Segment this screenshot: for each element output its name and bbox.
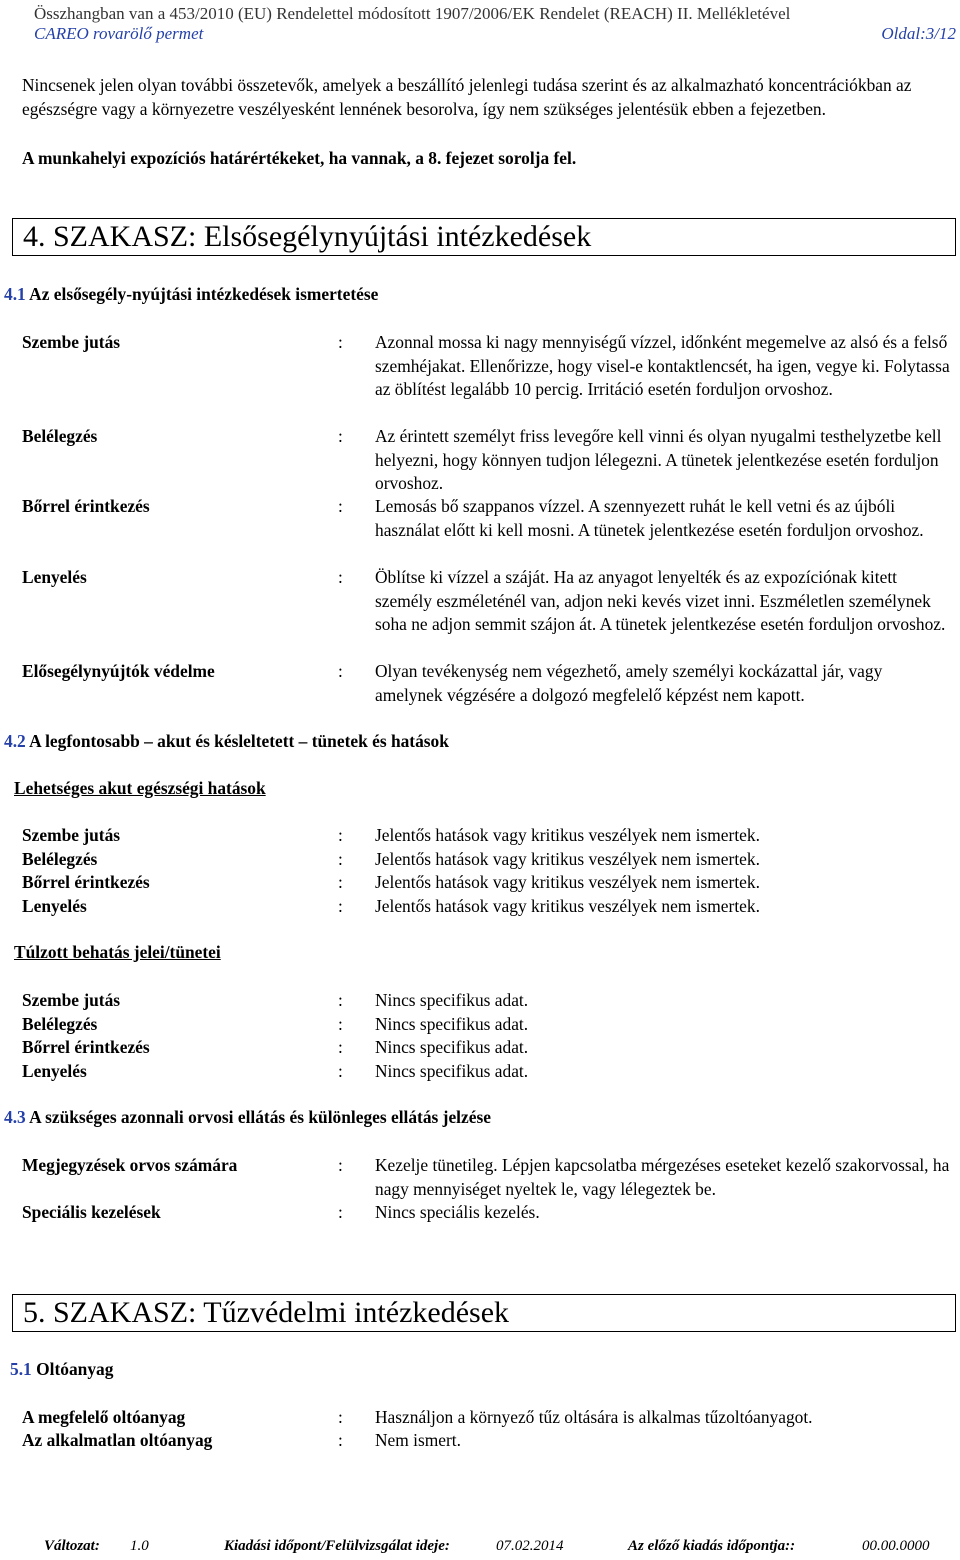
row-label: Szembe jutás xyxy=(22,825,121,845)
row-label: Speciális kezelések xyxy=(22,1202,161,1222)
colon: : xyxy=(338,1202,343,1222)
row-value: Öblítse ki vízzel a száját. Ha az anyagot lenyelték és az expozíciónak kitett személy eszméleténél van, adjon neki kevés vizet inni. Eszméletlen személynek soha ne adjon semmit szájon át. A tünetek jelentkezése esetén forduljon orvoshoz. xyxy=(375,567,946,634)
subsection-title: Az elsősegély-nyújtási intézkedések ismertetése xyxy=(29,284,379,304)
subsection-title: Oltóanyag xyxy=(36,1359,114,1379)
footer-issue-date: 07.02.2014 xyxy=(496,1538,564,1554)
row-label: A megfelelő oltóanyag xyxy=(22,1407,186,1427)
subsection-number: 4.3 xyxy=(4,1107,26,1127)
row-value: Jelentős hatások vagy kritikus veszélyek nem ismertek. xyxy=(375,896,760,916)
row-value: Nincs specifikus adat. xyxy=(375,1037,529,1057)
overexposure-title: Túlzott behatás jelei/tünetei xyxy=(14,942,221,962)
colon: : xyxy=(338,1014,343,1034)
subsection-4-2 xyxy=(4,731,449,752)
colon: : xyxy=(338,567,343,587)
intro-paragraph: Nincsenek jelen olyan további összetevők, amelyek a beszállító jelenlegi tudása szerint és az alkalmazható koncentrációkban az egészségre vagy a környezetre veszélyesként lennének besorolva, így nem szükséges jelentésük ebben a fejezetben. xyxy=(22,75,912,119)
subsection-number: 5.1 xyxy=(10,1359,32,1379)
row-label: Belélegzés xyxy=(22,426,98,446)
row-value: Nincs specifikus adat. xyxy=(375,1061,529,1081)
section-5-heading xyxy=(12,1294,956,1332)
row-label: Szembe jutás xyxy=(22,990,121,1010)
subsection-4-1 xyxy=(4,284,378,305)
subsection-5-1 xyxy=(10,1359,113,1380)
row-label: Elősegélynyújtók védelme xyxy=(22,661,215,681)
subsection-4-3 xyxy=(4,1107,491,1128)
row-value: Nincs specifikus adat. xyxy=(375,990,529,1010)
row-value: Azonnal mossa ki nagy mennyiségű vízzel, időnként megemelve az alsó és a felső szemhéjakat. Ellenőrizze, hogy visel-e kontaktlencsét, ha igen, vegye ki. Folytassa az öblítést legalább 10 percig. Irritáció esetén forduljon orvoshoz. xyxy=(375,332,950,399)
footer-issue-label: Kiadási időpont/Felülvizsgálat ideje: xyxy=(224,1538,450,1554)
footer-version: 1.0 xyxy=(130,1538,149,1554)
colon: : xyxy=(338,1037,343,1057)
colon: : xyxy=(338,1061,343,1081)
colon: : xyxy=(338,1407,343,1427)
row-label: Lenyelés xyxy=(22,896,87,916)
row-label: Lenyelés xyxy=(22,567,87,587)
row-label: Belélegzés xyxy=(22,1014,98,1034)
colon: : xyxy=(338,1155,343,1175)
row-value: Lemosás bő szappanos vízzel. A szennyezett ruhát le kell vetni és az újbóli használat előtt ki kell mosni. A tünetek jelentkezése esetén forduljon orvoshoz. xyxy=(375,496,924,540)
section-5-title: 5. SZAKASZ: Tűzvédelmi intézkedések xyxy=(23,1296,510,1329)
section-4-title: 4. SZAKASZ: Elsősegélynyújtási intézkedések xyxy=(23,220,592,253)
row-label: Bőrrel érintkezés xyxy=(22,872,150,892)
colon: : xyxy=(338,825,343,845)
row-value: Jelentős hatások vagy kritikus veszélyek nem ismertek. xyxy=(375,872,760,892)
row-label: Megjegyzések orvos számára xyxy=(22,1155,238,1175)
colon: : xyxy=(338,872,343,892)
row-label: Szembe jutás xyxy=(22,332,121,352)
row-value: Kezelje tünetileg. Lépjen kapcsolatba mérgezéses eseteket kezelő szakorvossal, ha nagy mennyiséget nyeltek le, vagy lélegeztek be. xyxy=(375,1155,950,1199)
subsection-title: A legfontosabb – akut és késleltetett – tünetek és hatások xyxy=(29,731,449,751)
colon: : xyxy=(338,1430,343,1450)
page-number: Oldal:3/12 xyxy=(881,24,956,43)
subsection-number: 4.2 xyxy=(4,731,26,751)
colon: : xyxy=(338,990,343,1010)
colon: : xyxy=(338,661,343,681)
row-value: Jelentős hatások vagy kritikus veszélyek nem ismertek. xyxy=(375,825,760,845)
footer-version-label: Változat: xyxy=(44,1538,100,1554)
colon: : xyxy=(338,896,343,916)
row-label: Az alkalmatlan oltóanyag xyxy=(22,1430,213,1450)
section-4-heading xyxy=(12,218,956,256)
colon: : xyxy=(338,849,343,869)
row-value: Nincs specifikus adat. xyxy=(375,1014,529,1034)
regulation-header: Összhangban van a 453/2010 (EU) Rendelettel módosított 1907/2006/EK Rendelet (REACH) II. Mellékletével xyxy=(34,4,791,23)
footer-prev-date: 00.00.0000 xyxy=(862,1538,930,1554)
row-label: Bőrrel érintkezés xyxy=(22,1037,150,1057)
colon: : xyxy=(338,496,343,516)
subsection-title: A szükséges azonnali orvosi ellátás és különleges ellátás jelzése xyxy=(29,1107,491,1127)
row-value: Az érintett személyt friss levegőre kell vinni és olyan nyugalmi testhelyzetbe kell helyezni, hogy könnyen tudjon lélegezni. A tünetek jelentkezése esetén forduljon orvoshoz. xyxy=(375,426,942,493)
acute-effects-title: Lehetséges akut egészségi hatások xyxy=(14,778,266,798)
footer-prev-label: Az előző kiadás időpontja:: xyxy=(628,1538,796,1554)
row-label: Lenyelés xyxy=(22,1061,87,1081)
colon: : xyxy=(338,426,343,446)
row-label: Bőrrel érintkezés xyxy=(22,496,150,516)
product-name: CAREO rovarölő permet xyxy=(34,24,204,43)
row-value: Olyan tevékenység nem végezhető, amely személyi kockázattal jár, vagy amelynek végzésére a dolgozó megfelelő képzést nem kapott. xyxy=(375,661,883,705)
row-label: Belélegzés xyxy=(22,849,98,869)
row-value: Jelentős hatások vagy kritikus veszélyek nem ismertek. xyxy=(375,849,760,869)
subsection-number: 4.1 xyxy=(4,284,26,304)
row-value: Nem ismert. xyxy=(375,1430,461,1450)
intro-note: A munkahelyi expozíciós határértékeket, ha vannak, a 8. fejezet sorolja fel. xyxy=(22,148,577,168)
row-value: Nincs speciális kezelés. xyxy=(375,1202,540,1222)
row-value: Használjon a környező tűz oltására is alkalmas tűzoltóanyagot. xyxy=(375,1407,813,1427)
colon: : xyxy=(338,332,343,352)
